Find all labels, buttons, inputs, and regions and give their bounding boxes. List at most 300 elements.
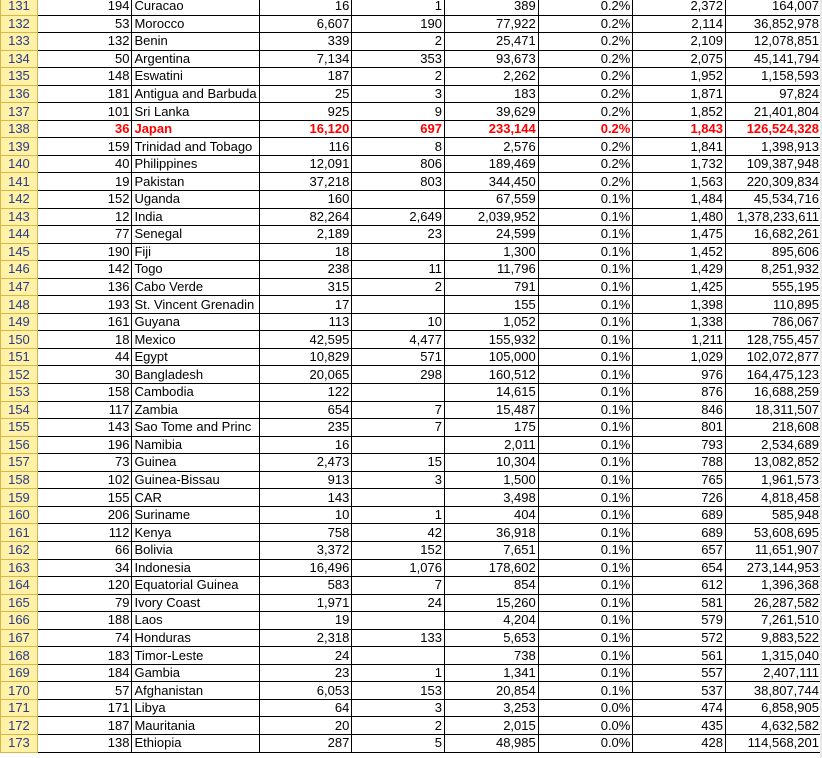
cell-rate[interactable]: 876	[633, 384, 726, 402]
cell-rank[interactable]: 73	[37, 454, 132, 472]
cell-rate[interactable]: 2,109	[633, 33, 726, 51]
row-header[interactable]: 156	[1, 436, 38, 454]
cell-population[interactable]: 1,398,913	[726, 138, 822, 156]
cell-population[interactable]: 555,195	[726, 278, 822, 296]
cell-country[interactable]: Honduras	[132, 629, 259, 647]
cell-rank[interactable]: 171	[37, 699, 132, 717]
cell-percent[interactable]: 0.1%	[538, 313, 633, 331]
cell-rate[interactable]: 689	[633, 506, 726, 524]
row-header[interactable]: 133	[1, 33, 38, 51]
cell-deaths[interactable]: 1	[352, 506, 445, 524]
cell-percent[interactable]: 0.1%	[538, 454, 633, 472]
cell-deaths[interactable]	[352, 243, 445, 261]
cell-total[interactable]: 2,011	[444, 436, 538, 454]
cell-cases[interactable]: 25	[259, 85, 352, 103]
cell-deaths[interactable]	[352, 612, 445, 630]
cell-population[interactable]: 53,608,695	[726, 524, 822, 542]
cell-cases[interactable]: 24	[259, 647, 352, 665]
cell-cases[interactable]: 17	[259, 296, 352, 314]
cell-deaths[interactable]: 24	[352, 594, 445, 612]
cell-rank[interactable]: 152	[37, 191, 132, 209]
cell-rate[interactable]: 1,480	[633, 208, 726, 226]
cell-country[interactable]: Fiji	[132, 243, 259, 261]
cell-rank[interactable]: 50	[37, 50, 132, 68]
row-header[interactable]: 143	[1, 208, 38, 226]
cell-rate[interactable]: 1,952	[633, 68, 726, 86]
cell-rate[interactable]: 2,114	[633, 15, 726, 33]
cell-total[interactable]: 160,512	[444, 366, 538, 384]
cell-rate[interactable]: 612	[633, 577, 726, 595]
cell-total[interactable]: 7,651	[444, 541, 538, 559]
cell-cases[interactable]: 654	[259, 401, 352, 419]
cell-rank[interactable]: 159	[37, 138, 132, 156]
cell-total[interactable]: 404	[444, 506, 538, 524]
cell-population[interactable]: 1,315,040	[726, 647, 822, 665]
cell-percent[interactable]: 0.1%	[538, 612, 633, 630]
cell-country[interactable]: Guinea-Bissau	[132, 471, 259, 489]
cell-country[interactable]: Togo	[132, 261, 259, 279]
cell-rank[interactable]: 36	[37, 120, 132, 138]
cell-population[interactable]: 13,082,852	[726, 454, 822, 472]
cell-total[interactable]: 4,204	[444, 612, 538, 630]
cell-percent[interactable]: 0.2%	[538, 85, 633, 103]
cell-total[interactable]: 24,599	[444, 226, 538, 244]
cell-country[interactable]: Suriname	[132, 506, 259, 524]
cell-country[interactable]: Japan	[132, 120, 259, 138]
row-header[interactable]: 173	[1, 734, 38, 752]
row-header[interactable]: 160	[1, 506, 38, 524]
cell-cases[interactable]: 143	[259, 489, 352, 507]
cell-population[interactable]: 16,688,259	[726, 384, 822, 402]
cell-cases[interactable]: 1,971	[259, 594, 352, 612]
cell-rank[interactable]: 161	[37, 313, 132, 331]
cell-cases[interactable]: 7,134	[259, 50, 352, 68]
cell-percent[interactable]: 0.2%	[538, 15, 633, 33]
cell-total[interactable]: 1,341	[444, 664, 538, 682]
cell-population[interactable]: 220,309,834	[726, 173, 822, 191]
cell-rank[interactable]: 18	[37, 331, 132, 349]
cell-country[interactable]: Equatorial Guinea	[132, 577, 259, 595]
cell-total[interactable]: 791	[444, 278, 538, 296]
cell-population[interactable]: 114,568,201	[726, 734, 822, 752]
cell-population[interactable]: 45,534,716	[726, 191, 822, 209]
cell-deaths[interactable]: 1	[352, 0, 445, 15]
cell-rank[interactable]: 155	[37, 489, 132, 507]
cell-country[interactable]: Sri Lanka	[132, 103, 259, 121]
cell-deaths[interactable]: 190	[352, 15, 445, 33]
cell-country[interactable]: Mexico	[132, 331, 259, 349]
row-header[interactable]: 138	[1, 120, 38, 138]
cell-country[interactable]: Uganda	[132, 191, 259, 209]
cell-population[interactable]: 26,287,582	[726, 594, 822, 612]
cell-rate[interactable]: 1,475	[633, 226, 726, 244]
cell-population[interactable]: 1,961,573	[726, 471, 822, 489]
cell-population[interactable]: 7,261,510	[726, 612, 822, 630]
cell-population[interactable]: 1,396,368	[726, 577, 822, 595]
cell-total[interactable]: 77,922	[444, 15, 538, 33]
row-header[interactable]: 148	[1, 296, 38, 314]
cell-deaths[interactable]: 2	[352, 33, 445, 51]
cell-rate[interactable]: 1,029	[633, 348, 726, 366]
cell-total[interactable]: 2,262	[444, 68, 538, 86]
row-header[interactable]: 139	[1, 138, 38, 156]
cell-population[interactable]: 8,251,932	[726, 261, 822, 279]
cell-country[interactable]: Argentina	[132, 50, 259, 68]
row-header[interactable]: 169	[1, 664, 38, 682]
cell-country[interactable]: Zambia	[132, 401, 259, 419]
cell-country[interactable]: Curacao	[132, 0, 259, 15]
cell-population[interactable]: 21,401,804	[726, 103, 822, 121]
cell-rank[interactable]: 53	[37, 15, 132, 33]
cell-population[interactable]: 1,378,233,611	[726, 208, 822, 226]
cell-rank[interactable]: 112	[37, 524, 132, 542]
cell-percent[interactable]: 0.2%	[538, 155, 633, 173]
cell-country[interactable]: Sao Tome and Princ	[132, 419, 259, 437]
cell-percent[interactable]: 0.1%	[538, 208, 633, 226]
cell-deaths[interactable]: 7	[352, 401, 445, 419]
cell-percent[interactable]: 0.1%	[538, 682, 633, 700]
cell-population[interactable]: 11,651,907	[726, 541, 822, 559]
row-header[interactable]: 161	[1, 524, 38, 542]
cell-percent[interactable]: 0.1%	[538, 191, 633, 209]
cell-percent[interactable]: 0.1%	[538, 559, 633, 577]
cell-total[interactable]: 105,000	[444, 348, 538, 366]
cell-total[interactable]: 155,932	[444, 331, 538, 349]
cell-deaths[interactable]: 23	[352, 226, 445, 244]
cell-rate[interactable]: 581	[633, 594, 726, 612]
cell-total[interactable]: 233,144	[444, 120, 538, 138]
cell-rank[interactable]: 40	[37, 155, 132, 173]
cell-country[interactable]: Ethiopia	[132, 734, 259, 752]
cell-deaths[interactable]: 133	[352, 629, 445, 647]
cell-rank[interactable]: 143	[37, 419, 132, 437]
cell-cases[interactable]: 113	[259, 313, 352, 331]
cell-rate[interactable]: 788	[633, 454, 726, 472]
cell-population[interactable]: 97,824	[726, 85, 822, 103]
row-header[interactable]: 152	[1, 366, 38, 384]
cell-percent[interactable]: 0.1%	[538, 594, 633, 612]
cell-total[interactable]: 5,653	[444, 629, 538, 647]
cell-rate[interactable]: 1,563	[633, 173, 726, 191]
cell-rate[interactable]: 561	[633, 647, 726, 665]
cell-rate[interactable]: 537	[633, 682, 726, 700]
cell-country[interactable]: Trinidad and Tobago	[132, 138, 259, 156]
cell-population[interactable]: 2,534,689	[726, 436, 822, 454]
cell-country[interactable]: Cambodia	[132, 384, 259, 402]
cell-deaths[interactable]: 298	[352, 366, 445, 384]
cell-population[interactable]: 1,158,593	[726, 68, 822, 86]
cell-cases[interactable]: 2,473	[259, 454, 352, 472]
cell-rate[interactable]: 801	[633, 419, 726, 437]
cell-deaths[interactable]: 153	[352, 682, 445, 700]
cell-percent[interactable]: 0.2%	[538, 120, 633, 138]
cell-percent[interactable]: 0.0%	[538, 699, 633, 717]
cell-country[interactable]: Eswatini	[132, 68, 259, 86]
cell-population[interactable]: 6,858,905	[726, 699, 822, 717]
row-header[interactable]: 162	[1, 541, 38, 559]
cell-percent[interactable]: 0.2%	[538, 50, 633, 68]
cell-total[interactable]: 1,500	[444, 471, 538, 489]
cell-total[interactable]: 389	[444, 0, 538, 15]
cell-deaths[interactable]: 803	[352, 173, 445, 191]
cell-cases[interactable]: 2,189	[259, 226, 352, 244]
cell-total[interactable]: 39,629	[444, 103, 538, 121]
cell-rank[interactable]: 132	[37, 33, 132, 51]
cell-cases[interactable]: 10,829	[259, 348, 352, 366]
cell-population[interactable]: 4,632,582	[726, 717, 822, 735]
cell-rank[interactable]: 136	[37, 278, 132, 296]
cell-percent[interactable]: 0.1%	[538, 296, 633, 314]
row-header[interactable]: 155	[1, 419, 38, 437]
row-header[interactable]: 154	[1, 401, 38, 419]
cell-total[interactable]: 15,487	[444, 401, 538, 419]
cell-population[interactable]: 110,895	[726, 296, 822, 314]
cell-cases[interactable]: 20	[259, 717, 352, 735]
cell-total[interactable]: 155	[444, 296, 538, 314]
cell-rate[interactable]: 435	[633, 717, 726, 735]
row-header[interactable]: 151	[1, 348, 38, 366]
cell-cases[interactable]: 3,372	[259, 541, 352, 559]
cell-cases[interactable]: 913	[259, 471, 352, 489]
cell-rate[interactable]: 1,484	[633, 191, 726, 209]
cell-cases[interactable]: 6,607	[259, 15, 352, 33]
cell-rate[interactable]: 579	[633, 612, 726, 630]
row-header[interactable]: 171	[1, 699, 38, 717]
row-header[interactable]: 150	[1, 331, 38, 349]
cell-percent[interactable]: 0.1%	[538, 243, 633, 261]
cell-deaths[interactable]	[352, 296, 445, 314]
row-header[interactable]: 167	[1, 629, 38, 647]
cell-country[interactable]: St. Vincent Grenadin	[132, 296, 259, 314]
cell-rate[interactable]: 1,398	[633, 296, 726, 314]
cell-country[interactable]: Guinea	[132, 454, 259, 472]
cell-deaths[interactable]	[352, 647, 445, 665]
cell-total[interactable]: 183	[444, 85, 538, 103]
cell-population[interactable]: 9,883,522	[726, 629, 822, 647]
cell-cases[interactable]: 23	[259, 664, 352, 682]
cell-cases[interactable]: 6,053	[259, 682, 352, 700]
cell-deaths[interactable]: 806	[352, 155, 445, 173]
cell-country[interactable]: Morocco	[132, 15, 259, 33]
cell-rank[interactable]: 196	[37, 436, 132, 454]
row-header[interactable]: 157	[1, 454, 38, 472]
cell-rank[interactable]: 206	[37, 506, 132, 524]
cell-population[interactable]: 4,818,458	[726, 489, 822, 507]
cell-rate[interactable]: 557	[633, 664, 726, 682]
cell-cases[interactable]: 20,065	[259, 366, 352, 384]
row-header[interactable]: 135	[1, 68, 38, 86]
row-header[interactable]: 170	[1, 682, 38, 700]
cell-rank[interactable]: 142	[37, 261, 132, 279]
cell-rank[interactable]: 184	[37, 664, 132, 682]
cell-percent[interactable]: 0.2%	[538, 0, 633, 15]
cell-rate[interactable]: 428	[633, 734, 726, 752]
cell-cases[interactable]: 287	[259, 734, 352, 752]
cell-percent[interactable]: 0.1%	[538, 261, 633, 279]
cell-deaths[interactable]: 7	[352, 419, 445, 437]
cell-cases[interactable]: 116	[259, 138, 352, 156]
cell-population[interactable]: 128,755,457	[726, 331, 822, 349]
cell-rank[interactable]: 138	[37, 734, 132, 752]
cell-deaths[interactable]: 2	[352, 278, 445, 296]
cell-rank[interactable]: 187	[37, 717, 132, 735]
cell-percent[interactable]: 0.1%	[538, 647, 633, 665]
cell-population[interactable]: 45,141,794	[726, 50, 822, 68]
cell-percent[interactable]: 0.1%	[538, 331, 633, 349]
cell-rate[interactable]: 689	[633, 524, 726, 542]
cell-percent[interactable]: 0.1%	[538, 489, 633, 507]
cell-rate[interactable]: 1,425	[633, 278, 726, 296]
row-header[interactable]: 144	[1, 226, 38, 244]
cell-country[interactable]: Libya	[132, 699, 259, 717]
cell-country[interactable]: Gambia	[132, 664, 259, 682]
cell-percent[interactable]: 0.1%	[538, 664, 633, 682]
cell-rank[interactable]: 30	[37, 366, 132, 384]
cell-country[interactable]: Bangladesh	[132, 366, 259, 384]
row-header[interactable]: 168	[1, 647, 38, 665]
cell-cases[interactable]: 64	[259, 699, 352, 717]
cell-deaths[interactable]	[352, 489, 445, 507]
cell-cases[interactable]: 16	[259, 436, 352, 454]
cell-percent[interactable]: 0.1%	[538, 436, 633, 454]
row-header[interactable]: 163	[1, 559, 38, 577]
cell-cases[interactable]: 122	[259, 384, 352, 402]
cell-rank[interactable]: 102	[37, 471, 132, 489]
cell-population[interactable]: 36,852,978	[726, 15, 822, 33]
cell-rate[interactable]: 1,732	[633, 155, 726, 173]
cell-deaths[interactable]: 9	[352, 103, 445, 121]
cell-country[interactable]: Laos	[132, 612, 259, 630]
cell-population[interactable]: 109,387,948	[726, 155, 822, 173]
cell-rank[interactable]: 19	[37, 173, 132, 191]
cell-percent[interactable]: 0.2%	[538, 68, 633, 86]
cell-deaths[interactable]	[352, 191, 445, 209]
cell-country[interactable]: Guyana	[132, 313, 259, 331]
cell-deaths[interactable]: 2	[352, 717, 445, 735]
cell-deaths[interactable]: 4,477	[352, 331, 445, 349]
cell-cases[interactable]: 18	[259, 243, 352, 261]
cell-rate[interactable]: 1,841	[633, 138, 726, 156]
cell-rank[interactable]: 158	[37, 384, 132, 402]
cell-total[interactable]: 2,015	[444, 717, 538, 735]
cell-rate[interactable]: 1,211	[633, 331, 726, 349]
cell-rank[interactable]: 101	[37, 103, 132, 121]
cell-country[interactable]: Timor-Leste	[132, 647, 259, 665]
cell-rank[interactable]: 194	[37, 0, 132, 15]
cell-cases[interactable]: 16,120	[259, 120, 352, 138]
cell-rate[interactable]: 1,452	[633, 243, 726, 261]
cell-population[interactable]: 12,078,851	[726, 33, 822, 51]
row-header[interactable]: 166	[1, 612, 38, 630]
cell-cases[interactable]: 187	[259, 68, 352, 86]
cell-rank[interactable]: 79	[37, 594, 132, 612]
cell-rate[interactable]: 765	[633, 471, 726, 489]
cell-rate[interactable]: 1,852	[633, 103, 726, 121]
cell-deaths[interactable]: 8	[352, 138, 445, 156]
cell-rate[interactable]: 726	[633, 489, 726, 507]
cell-deaths[interactable]: 2	[352, 68, 445, 86]
cell-percent[interactable]: 0.1%	[538, 401, 633, 419]
cell-total[interactable]: 15,260	[444, 594, 538, 612]
cell-country[interactable]: Afghanistan	[132, 682, 259, 700]
row-header[interactable]: 153	[1, 384, 38, 402]
cell-rank[interactable]: 34	[37, 559, 132, 577]
cell-total[interactable]: 189,469	[444, 155, 538, 173]
cell-percent[interactable]: 0.1%	[538, 226, 633, 244]
cell-percent[interactable]: 0.2%	[538, 103, 633, 121]
cell-total[interactable]: 36,918	[444, 524, 538, 542]
cell-country[interactable]: Namibia	[132, 436, 259, 454]
cell-percent[interactable]: 0.1%	[538, 471, 633, 489]
cell-percent[interactable]: 0.2%	[538, 173, 633, 191]
cell-deaths[interactable]: 152	[352, 541, 445, 559]
cell-deaths[interactable]: 1	[352, 664, 445, 682]
cell-rate[interactable]: 793	[633, 436, 726, 454]
cell-population[interactable]: 786,067	[726, 313, 822, 331]
row-header[interactable]: 137	[1, 103, 38, 121]
cell-deaths[interactable]: 3	[352, 471, 445, 489]
cell-total[interactable]: 344,450	[444, 173, 538, 191]
cell-rate[interactable]: 1,871	[633, 85, 726, 103]
cell-deaths[interactable]: 3	[352, 85, 445, 103]
cell-rank[interactable]: 188	[37, 612, 132, 630]
cell-deaths[interactable]: 11	[352, 261, 445, 279]
cell-percent[interactable]: 0.2%	[538, 138, 633, 156]
cell-rank[interactable]: 57	[37, 682, 132, 700]
row-header[interactable]: 146	[1, 261, 38, 279]
cell-cases[interactable]: 315	[259, 278, 352, 296]
cell-cases[interactable]: 37,218	[259, 173, 352, 191]
cell-total[interactable]: 20,854	[444, 682, 538, 700]
cell-percent[interactable]: 0.1%	[538, 541, 633, 559]
cell-percent[interactable]: 0.2%	[538, 33, 633, 51]
cell-rank[interactable]: 74	[37, 629, 132, 647]
cell-total[interactable]: 10,304	[444, 454, 538, 472]
cell-percent[interactable]: 0.1%	[538, 506, 633, 524]
cell-total[interactable]: 48,985	[444, 734, 538, 752]
row-header[interactable]: 136	[1, 85, 38, 103]
cell-country[interactable]: Mauritania	[132, 717, 259, 735]
cell-country[interactable]: Benin	[132, 33, 259, 51]
cell-country[interactable]: Egypt	[132, 348, 259, 366]
cell-percent[interactable]: 0.1%	[538, 577, 633, 595]
row-header[interactable]: 164	[1, 577, 38, 595]
cell-percent[interactable]: 0.0%	[538, 734, 633, 752]
cell-rate[interactable]: 1,338	[633, 313, 726, 331]
cell-deaths[interactable]: 15	[352, 454, 445, 472]
cell-country[interactable]: Senegal	[132, 226, 259, 244]
row-header[interactable]: 142	[1, 191, 38, 209]
cell-percent[interactable]: 0.1%	[538, 278, 633, 296]
cell-total[interactable]: 67,559	[444, 191, 538, 209]
cell-country[interactable]: Pakistan	[132, 173, 259, 191]
cell-cases[interactable]: 16	[259, 0, 352, 15]
cell-total[interactable]: 854	[444, 577, 538, 595]
cell-percent[interactable]: 0.0%	[538, 717, 633, 735]
cell-country[interactable]: Indonesia	[132, 559, 259, 577]
cell-percent[interactable]: 0.1%	[538, 419, 633, 437]
cell-country[interactable]: Bolivia	[132, 541, 259, 559]
cell-country[interactable]: Cabo Verde	[132, 278, 259, 296]
cell-deaths[interactable]	[352, 436, 445, 454]
cell-rate[interactable]: 657	[633, 541, 726, 559]
cell-population[interactable]: 273,144,953	[726, 559, 822, 577]
cell-deaths[interactable]: 7	[352, 577, 445, 595]
cell-total[interactable]: 2,576	[444, 138, 538, 156]
row-header[interactable]: 147	[1, 278, 38, 296]
cell-percent[interactable]: 0.1%	[538, 629, 633, 647]
cell-total[interactable]: 738	[444, 647, 538, 665]
